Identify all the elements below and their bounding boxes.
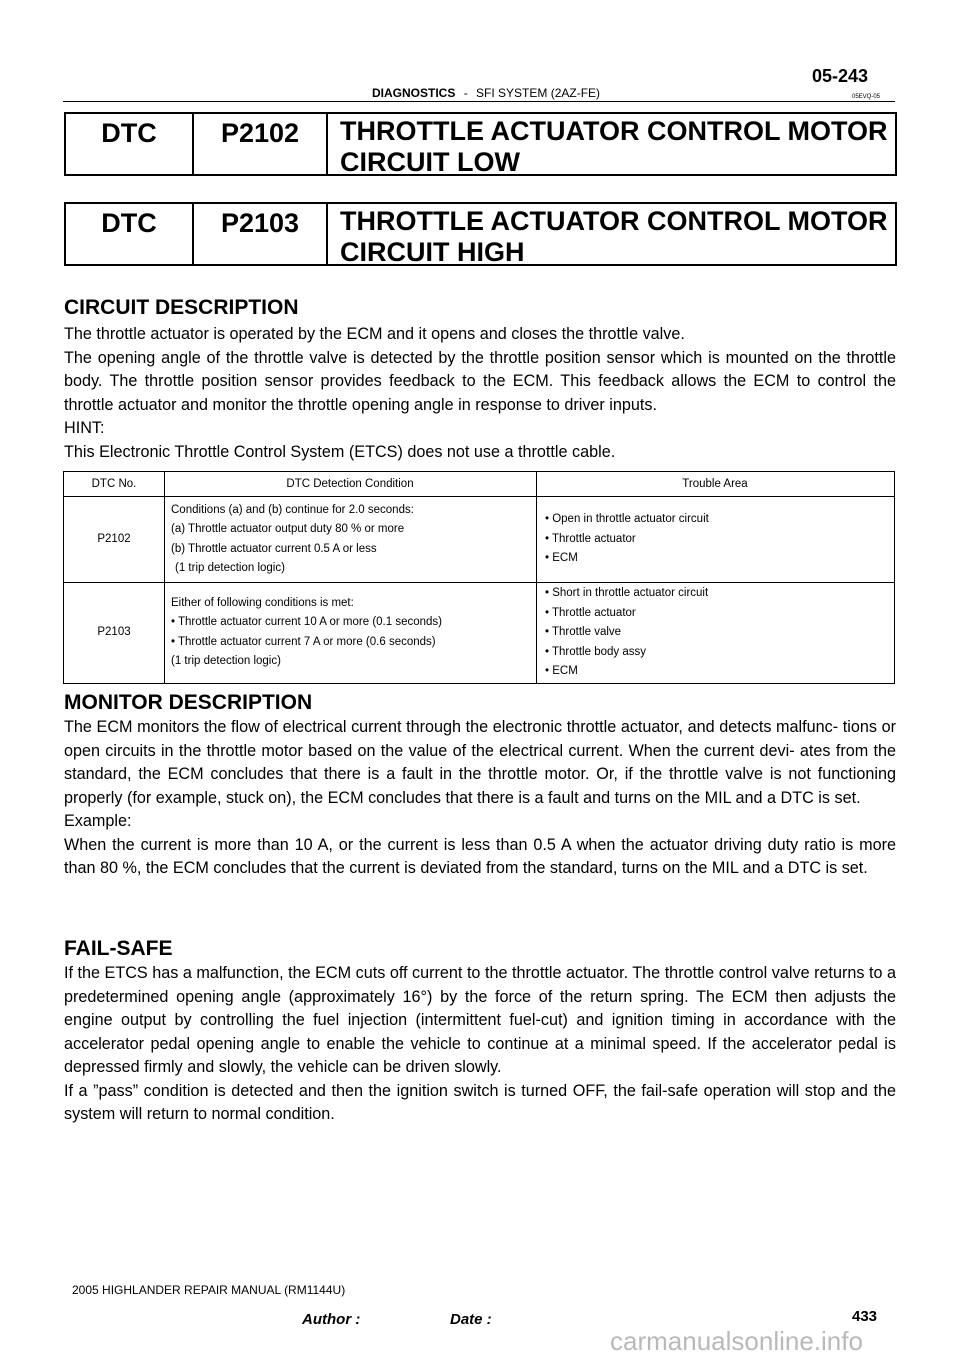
trouble-area-item: • Short in throttle actuator circuit	[545, 587, 709, 599]
condition-line: (1 trip detection logic)	[175, 562, 285, 574]
dtc-label: DTC	[66, 204, 194, 264]
circuit-paragraph: The opening angle of the throttle valve is detected by the throttle position sensor which is mounted on the throttle body. The throttle position sensor provides feedback to the ECM. This feedback allows the ECM to control the throttle actuator and monitor the throttle opening angle in response to driver inputs.	[64, 348, 896, 414]
dtc-title	[340, 204, 889, 267]
table-header-row	[64, 472, 895, 497]
monitor-paragraph: The ECM monitors the flow of electrical current through the electronic throttle actuator, and detects malfunc- tions or open circuits in the throttle motor based on the value of the electrical current. When the current devi- ates from the standard, the ECM concludes that there is a fault in the throttle motor. Or, if the throttle valve is not functioning properly (for example, stuck on), the ECM concludes that there is a fault and turns on the MIL and a DTC is set.	[64, 718, 896, 807]
dtc-box-p2103	[64, 202, 897, 266]
condition-line: Either of following conditions is met:	[171, 596, 354, 609]
monitor-heading: MONITOR DESCRIPTION	[64, 691, 313, 714]
circuit-paragraph: The throttle actuator is operated by the ECM and it opens and closes the throttle valve.	[64, 325, 685, 343]
condition-cell	[165, 583, 537, 684]
circuit-paragraph: This Electronic Throttle Control System (ETCS) does not use a throttle cable.	[64, 442, 616, 461]
section-bold: DIAGNOSTICS	[372, 86, 456, 100]
condition-line: • Throttle actuator current 10 A or more (0.1 seconds)	[171, 616, 443, 629]
failsafe-paragraph: If a ”pass” condition is detected and then the ignition switch is turned OFF, the fail-safe operation will stop and the system will return to normal condition.	[64, 1081, 896, 1123]
section-title	[372, 86, 600, 100]
monitor-text	[64, 716, 896, 881]
circuit-heading: CIRCUIT DESCRIPTION	[64, 296, 299, 319]
failsafe-text	[64, 962, 896, 1127]
circuit-text	[64, 323, 896, 464]
trouble-area-item: • ECM	[545, 552, 578, 565]
section-subtitle: SFI SYSTEM (2AZ-FE)	[476, 86, 601, 100]
trouble-area-item: • Throttle actuator	[545, 606, 636, 619]
date-label: Date :	[450, 1311, 492, 1328]
trouble-area-cell	[537, 497, 895, 583]
condition-line: (1 trip detection logic)	[171, 655, 281, 668]
dtc-code: P2103	[194, 204, 328, 264]
dtc-title-line1: THROTTLE ACTUATOR CONTROL MOTOR	[340, 116, 888, 146]
condition-line: (b) Throttle actuator current 0.5 A or less	[171, 542, 377, 555]
section-separator: -	[463, 86, 468, 100]
condition-cell	[165, 497, 537, 583]
condition-line: Conditions (a) and (b) continue for 2.0 seconds:	[171, 503, 414, 516]
hint-label: HINT:	[64, 419, 105, 437]
dtc-table	[63, 471, 895, 684]
page-number: 05-243	[812, 66, 869, 86]
trouble-area-item: • Throttle actuator	[545, 532, 636, 545]
dtc-box-p2102	[64, 112, 897, 176]
author-label: Author :	[302, 1311, 361, 1328]
dtc-number-cell: P2103	[64, 583, 165, 684]
monitor-paragraph: When the current is more than 10 A, or the current is less than 0.5 A when the actuator driving duty ratio is more than 80 %, the ECM concludes that the current is deviated from the standard, turns on the MIL and a DTC is set.	[64, 835, 896, 877]
manual-title: 2005 HIGHLANDER REPAIR MANUAL (RM1144U)	[72, 1283, 346, 1297]
doc-code: 05EVQ-05	[852, 94, 881, 100]
trouble-area-cell	[537, 583, 895, 684]
dtc-label: DTC	[66, 114, 194, 174]
dtc-code: P2102	[194, 114, 328, 174]
header-rule	[63, 101, 895, 102]
example-label: Example:	[64, 812, 132, 830]
failsafe-paragraph: If the ETCS has a malfunction, the ECM cuts off current to the throttle actuator. The throttle control valve returns to a predetermined opening angle (approximately 16°) by the force of the return spring. The ECM then adjusts the engine output by controlling the fuel injection (intermittent fuel-cut) and ignition timing in accordance with the accelerator pedal opening angle to enable the vehicle to continue at a minimal speed. If the accelerator pedal is depressed firmly and slowly, the vehicle can be driven slowly.	[64, 964, 896, 1076]
table-row	[64, 583, 895, 684]
dtc-number-cell: P2102	[64, 497, 165, 583]
col-header-condition: DTC Detection Condition	[165, 472, 537, 497]
failsafe-heading: FAIL-SAFE	[64, 937, 173, 960]
dtc-title-line1: THROTTLE ACTUATOR CONTROL MOTOR	[340, 206, 888, 236]
trouble-area-item: • Open in throttle actuator circuit	[545, 513, 709, 526]
trouble-area-item: • Throttle body assy	[545, 645, 646, 658]
trouble-area-item: • ECM	[545, 665, 578, 677]
footer-page-number: 433	[852, 1308, 878, 1325]
condition-line: • Throttle actuator current 7 A or more (0.6 seconds)	[171, 635, 436, 648]
watermark: carmanualsonline.info	[610, 1326, 863, 1356]
col-header-dtc-no: DTC No.	[64, 472, 165, 497]
dtc-title-line2: CIRCUIT LOW	[340, 147, 520, 177]
condition-line: (a) Throttle actuator output duty 80 % or more	[171, 523, 405, 535]
table-row	[64, 497, 895, 583]
col-header-trouble-area: Trouble Area	[537, 472, 895, 497]
dtc-title-line2: CIRCUIT HIGH	[340, 237, 525, 267]
trouble-area-item: • Throttle valve	[545, 626, 622, 638]
dtc-title	[340, 114, 889, 177]
